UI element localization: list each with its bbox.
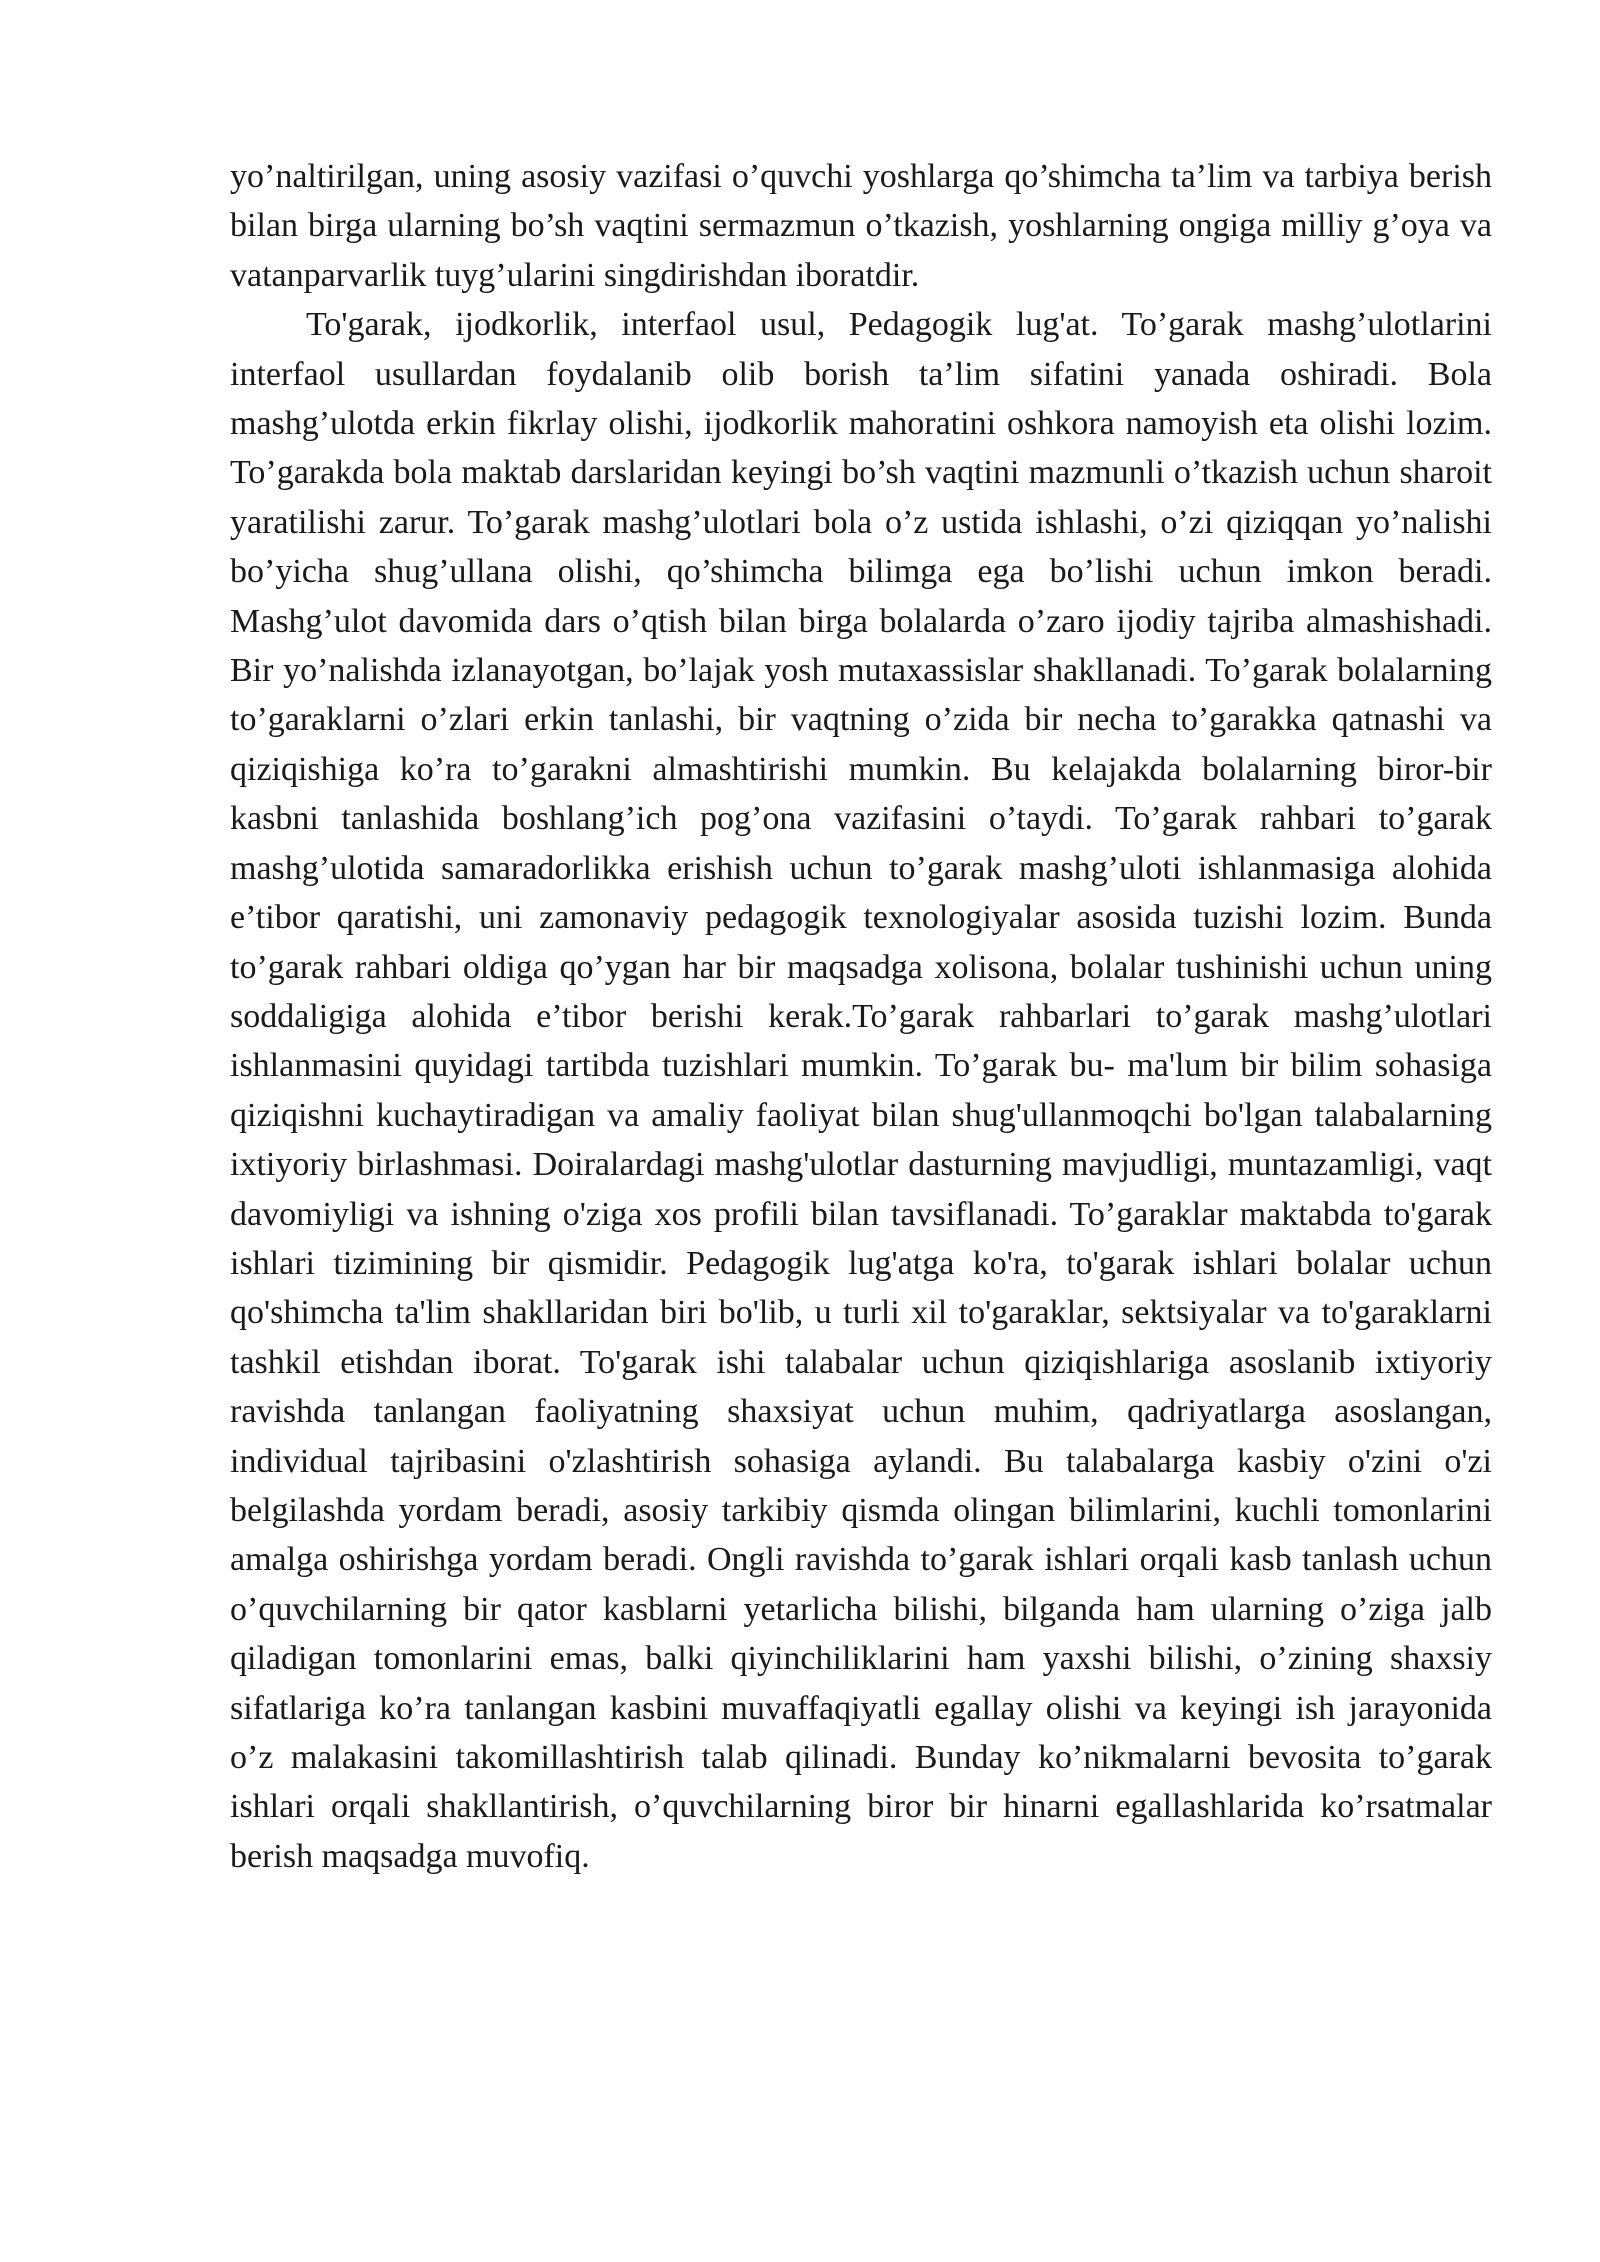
paragraph-continuation: yo’naltirilgan, uning asosiy vazifasi o’quvchi yoshlarga qo’shimcha ta’lim va tarbiya berish bilan birga ularning bo’sh vaqtini sermazmun o’tkazish, yoshlarning ongiga milliy g’oya va vatanparvarlik tuyg’ularini singdirishdan iboratdir.: [230, 158, 1492, 294]
paragraph-togarak: To'garak, ijodkorlik, interfaol usul, Pedagogik lug'at. To’garak mashg’ulotlarini interfaol usullardan foydalanib olib borish ta’lim sifatini yanada oshiradi. Bola mashg’ulotda erkin fikrlay olishi, ijodkorlik mahoratini oshkora namoyish eta olishi lozim. To’garakda bola maktab darslaridan keyingi bo’sh vaqtini mazmunli o’tkazish uchun sharoit yaratilishi zarur. To’garak mashg’ulotlari bola o’z ustida ishlashi, o’zi qiziqqan yo’nalishi bo’yicha shug’ullana olishi, qo’shimcha bilimga ega bo’lishi uchun imkon beradi. Mashg’ulot davomida dars o’qtish bilan birga bolalarda o’zaro ijodiy tajriba almashishadi. Bir yo’nalishda izlanayotgan, bo’lajak yosh mutaxassislar shakllanadi. To’garak bolalarning to’garaklarni o’zlari erkin tanlashi, bir vaqtning o’zida bir necha to’garakka qatnashi va qiziqishiga ko’ra to’garakni almashtirishi mumkin. Bu kelajakda bolalarning biror-bir kasbni tanlashida boshlang’ich pog’ona vazifasini o’taydi. To’garak rahbari to’garak mashg’ulotida samaradorlikka erishish uchun to’garak mashg’uloti ishlanmasiga alohida e’tibor qaratishi, uni zamonaviy pedagogik texnologiyalar asosida tuzishi lozim. Bunda to’garak rahbari oldiga qo’ygan har bir maqsadga xolisona, bolalar tushinishi uchun uning soddaligiga alohida e’tibor berishi kerak.To’garak rahbarlari to’garak mashg’ulotlari ishlanmasini quyidagi tartibda tuzishlari mumkin. To’garak bu- ma'lum bir bilim sohasiga qiziqishni kuchaytiradigan va amaliy faoliyat bilan shug'ullanmoqchi bo'lgan talabalarning ixtiyoriy birlashmasi. Doiralardagi mashg'ulotlar dasturning mavjudligi, muntazamligi, vaqt davomiyligi va ishning o'ziga xos profili bilan tavsiflanadi. To’garaklar maktabda to'garak ishlari tizimining bir qismidir. Pedagogik lug'atga ko'ra, to'garak ishlari bolalar uchun qo'shimcha ta'lim shakllaridan biri bo'lib, u turli xil to'garaklar, sektsiyalar va to'garaklarni tashkil etishdan iborat. To'garak ishi talabalar uchun qiziqishlariga asoslanib ixtiyoriy ravishda tanlangan faoliyatning shaxsiyat uchun muhim, qadriyatlarga asoslangan, individual tajribasini o'zlashtirish sohasiga aylandi. Bu talabalarga kasbiy o'zini o'zi belgilashda yordam beradi, asosiy tarkibiy qismda olingan bilimlarini, kuchli tomonlarini amalga oshirishga yordam beradi. Ongli ravishda to’garak ishlari orqali kasb tanlash uchun o’quvchilarning bir qator kasblarni yetarlicha bilishi, bilganda ham ularning o’ziga jalb qiladigan tomonlarini emas, balki qiyinchiliklarini ham yaxshi bilishi, o’zining shaxsiy sifatlariga ko’ra tanlangan kasbini muvaffaqiyatli egallay olishi va keyingi ish jarayonida o’z malakasini takomillashtirish talab qilinadi. Bunday ko’nikmalarni bevosita to’garak ishlari orqali shakllantirish, o’quvchilarning biror bir hinarni egallashlarida ko’rsatmalar berish maqsadga muvofiq.: [230, 306, 1492, 1875]
document-page: [230, 152, 1492, 1881]
